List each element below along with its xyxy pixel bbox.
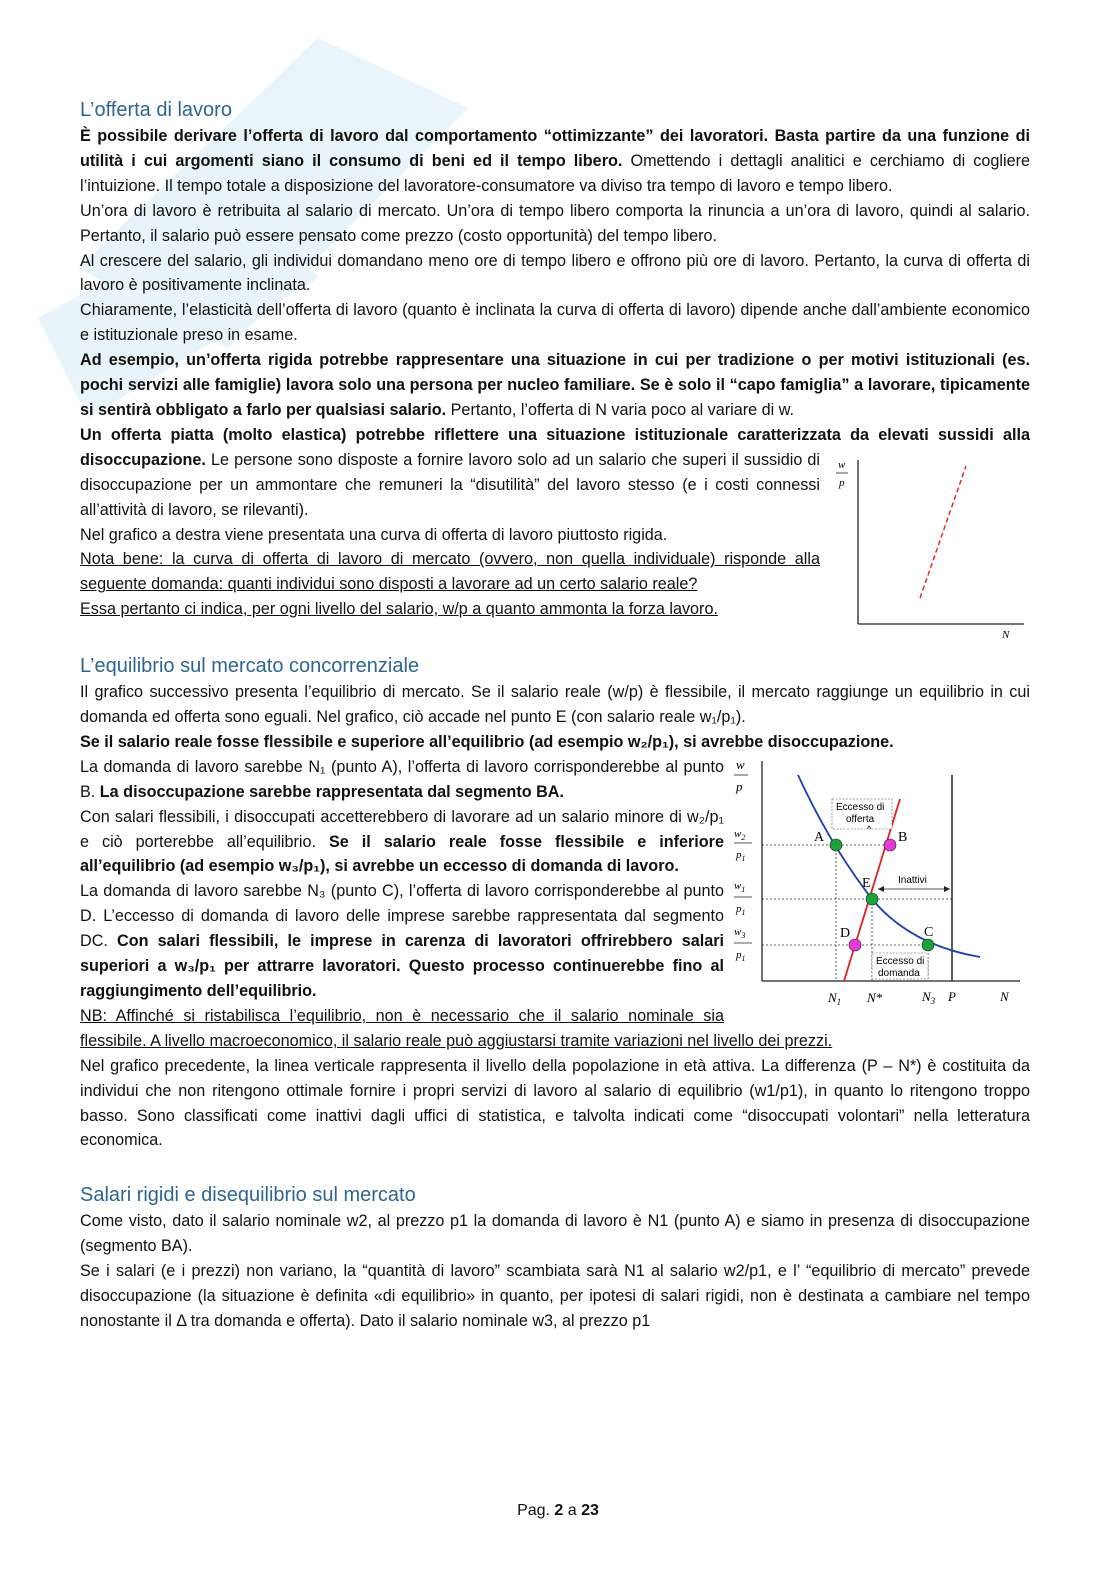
label-p1: $p_1$ [736, 902, 746, 917]
text: Le persone sono disposte a fornire lavoro solo ad un salario che superi il sussidio di disoccupazione per un ammontare che remuneri la “disutilità” del lavoro stesso (e i costi connessi all’attività di lavoro, se rilevanti). [80, 450, 821, 519]
bold-text: Ad esempio, un’offerta rigida potrebbe rappresentare una situazione in cui per tradizione o per motivi istituzionali (es. pochi servizi alle famiglie) lavora solo una persona per nucleo familiare. Se è solo il “capo famiglia” a lavorare, tipicamente si sentirà obbligato a farlo per qualsiasi salario. [80, 351, 1030, 419]
x-label-n1: $N_1$ [828, 989, 842, 1007]
figure-labour-market-equilibrium [734, 755, 1030, 1011]
point-a [830, 839, 842, 851]
paragraph: Un’ora di lavoro è retribuita al salario di mercato. Un’ora di tempo libero comporta la rinuncia a un’ora di lavoro, quindi al salario. Pertanto, il salario può essere pensato come prezzo (costo opportunità) del tempo libero. [80, 201, 1030, 245]
label-c: C [924, 924, 934, 940]
bold-text: Con salari flessibili, le imprese in carenza di lavoratori offrirebbero salari superiori a w₃/p₁ per attrarre lavoratori. Questo processo continuerebbe fino al raggiungimento dell’equilibrio. [80, 932, 724, 1000]
x-label-n: N [1000, 988, 1009, 1004]
paragraph: Il grafico successivo presenta l’equilibrio di mercato. Se il salario reale (w/p) è flessibile, il mercato raggiunge un equilibrio in cui domanda ed offerta sono eguali. Nel grafico, ciò accade nel punto E (con salario reale w₁/p₁). [80, 683, 1030, 727]
paragraph-note: Nota bene: la curva di offerta di lavoro di mercato (ovvero, non quella individuale) risponde alla seguente domanda: quanti individui sono disposti a lavorare ad un certo salario reale? [80, 550, 820, 594]
paragraph [80, 124, 1030, 199]
label-excess-demand-2: domanda [878, 967, 920, 979]
section-heading-equilibrio: L’equilibrio sul mercato concorrenziale [80, 655, 420, 678]
y-axis-label-p: p [839, 476, 845, 489]
point-b [884, 839, 896, 851]
section-heading-offerta: L’offerta di lavoro [80, 99, 232, 121]
arrow-mark: ^ [867, 823, 872, 834]
paragraph-note: NB: Affinché si ristabilisca l’equilibrio, non è necessario che il salario nominale sia flessibile. A livello macroeconomico, il salario reale può aggiustarsi tramite variazioni nel livello dei prezzi. [80, 1006, 833, 1050]
page-total: 23 [581, 1502, 599, 1519]
bold-text: La disoccupazione sarebbe rappresentata dal segmento BA. [95, 782, 564, 801]
point-e [866, 893, 878, 905]
bold-text: Un offerta piatta (molto elastica) potrebbe riflettere una situazione istituzionale caratterizzata da elevati sussidi alla disoccupazione. [80, 425, 1030, 469]
paragraph [80, 730, 1030, 755]
y-label-w: w [736, 756, 745, 772]
label-d: D [840, 925, 851, 941]
x-label-nstar: N* [867, 989, 883, 1005]
point-d [849, 939, 861, 951]
text: La domanda di lavoro sarebbe N₁ (punto A), l’offerta di lavoro corrisponderebbe al punto B. [80, 757, 724, 801]
label-excess-supply-2: offerta [846, 813, 875, 825]
section-heading-salari-rigidi: Salari rigidi e disequilibrio sul mercato [80, 1184, 416, 1207]
label-e: E [862, 875, 871, 891]
x-axis-label-n: N [1002, 628, 1010, 641]
x-label-n3: $N_3$ [922, 988, 936, 1006]
paragraph: Nel grafico precedente, la linea verticale rappresenta il livello della popolazione in età attiva. La differenza (P – N*) è costituita da individui che non ritengono ottimale fornire i propri servizi di lavoro al salario di equilibrio (w1/p1), in quanto lo ritengono troppo basso. Sono classificati come inattivi dagli uffici di statistica, e talvolta indicati come “disoccupati volontari” nella letteratura economica. [80, 1056, 1030, 1150]
figure-rigid-labour-supply [834, 452, 1030, 642]
label-excess-supply: Eccesso di [836, 801, 885, 813]
x-label-p: P [948, 988, 956, 1004]
bold-text: Se il salario reale fosse flessibile e superiore all’equilibrio (ad esempio w₂/p₁), si avrebbe disoccupazione. [80, 732, 894, 751]
paragraph: Come visto, dato il salario nominale w2, al prezzo p1 la domanda di lavoro è N1 (punto A) e siamo in presenza di disoccupazione (segmento BA). [80, 1212, 1030, 1256]
label-inactive: Inattivi [898, 874, 927, 886]
footer-prefix: Pag. [517, 1502, 555, 1519]
footer-mid: a [563, 1502, 582, 1519]
document-body [80, 96, 1030, 1334]
label-excess-demand: Eccesso di [876, 955, 925, 967]
paragraph: Se i salari (e i prezzi) non variano, la “quantità di lavoro” scambiata sarà N1 al salario w2/p1, e l’ “equilibrio di mercato” prevede disoccupazione (la situazione è definita «di equilibrio» in quanto, per ipotesi di salari rigidi, non è destinata a cambiare nel tempo nonostante il Δ tra domanda e offerta). Dato il salario nominale w3, al prezzo p1 [80, 1262, 1030, 1330]
text: Omettendo i dettagli analitici e cerchiamo di cogliere l’intuizione. Il tempo totale a disposizione del lavoratore-consumatore va diviso tra tempo di lavoro e tempo libero. [80, 151, 1030, 195]
page-number: 2 [554, 1502, 564, 1519]
label-w3: $w_3$ [734, 925, 746, 940]
point-c [922, 939, 934, 951]
supply-curve [920, 466, 966, 598]
label-b: B [898, 829, 908, 845]
label-p1: $p_1$ [736, 948, 746, 963]
text: Con salari flessibili, i disoccupati accetterebbero di lavorare ad un salario minore di w₂/p₁ e ciò porterebbe all’equilibrio. [80, 807, 724, 851]
bold-text: È possibile derivare l’offerta di lavoro dal comportamento “ottimizzante” dei lavoratori. Basta partire da una funzione di utilità i cui argomenti siano il consumo di beni ed il tempo libero. [80, 127, 1030, 170]
paragraph: Nel grafico a destra viene presentata una curva di offerta di lavoro piuttosto rigida. [80, 525, 668, 544]
page-footer [0, 1502, 1116, 1520]
label-w1: $w_1$ [734, 879, 746, 894]
label-w2: $w_2$ [734, 827, 746, 842]
paragraph [80, 348, 1030, 423]
text: La domanda di lavoro sarebbe N₃ (punto C), l’offerta di lavoro corrisponderebbe al punto D. L’eccesso di domanda di lavoro delle imprese sarebbe rappresentata dal segmento DC. [80, 882, 724, 951]
label-a: A [814, 829, 825, 845]
label-p1: $p_1$ [736, 848, 746, 863]
paragraph: Chiaramente, l’elasticità dell’offerta di lavoro (quanto è inclinata la curva di offerta di lavoro) dipende anche dall’ambiente economico e istituzionale preso in esame. [80, 301, 1030, 345]
bold-text: Se il salario reale fosse flessibile e inferiore all’equilibrio (ad esempio w₃/p₁), si avrebbe un eccesso di domanda di lavoro. [80, 832, 724, 876]
paragraph-note: Essa pertanto ci indica, per ogni livello del salario, w/p a quanto ammonta la forza lavoro. [80, 600, 718, 619]
y-axis-label-w: w [838, 458, 846, 471]
y-label-p: p [736, 778, 743, 794]
paragraph: Al crescere del salario, gli individui domandano meno ore di tempo libero e offrono più ore di lavoro. Pertanto, la curva di offerta di lavoro è positivamente inclinata. [80, 251, 1030, 295]
text: Pertanto, l’offerta di N varia poco al variare di w. [446, 400, 795, 419]
